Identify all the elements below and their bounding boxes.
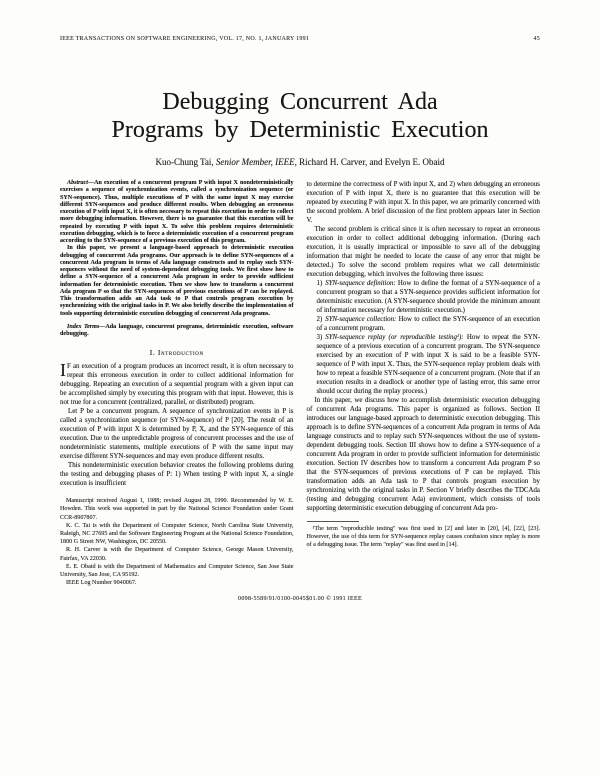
right-paragraph-3: In this paper, we discuss how to accomplish deterministic execution debugging of concurrent Ada programs. This paper is organized as follows. Section II introduces our language-based approach to deterministic execution debugging. This approach is to define SYN-sequences of a concurrent Ada program in terms of Ada language constructs and to replay such SYN-sequences without the use of system-dependent debugging tools. Section III shows how to define a SYN-sequence of a concurrent Ada program in order to provide sufficient information for deterministic execution. Section IV describes how to transform a concurrent Ada program P so that the SYN-sequences of previous executions of P can be replayed. This transformation adds an Ada task to P that controls program execution by synchronizing with the original tasks in P. Section V briefly describes the TDCAda (testing and debugging concurrent Ada) environment, which consists of tools supporting deterministic execution debugging of concurrent Ada pro- <box>306 397 540 512</box>
section-heading-introduction: I. Introduction <box>149 348 204 358</box>
footnote-affiliation-tai: K. C. Tai is with the Department of Computer Science, North Carolina State University, Raleigh, NC 27695 and the Software Engineering Program at the National Science Foundation, 1800 G Street NW, Washington, DC 20550. <box>60 522 294 546</box>
issue-3-lead: SYN-sequence replay (or reproducible testing¹): <box>325 334 464 341</box>
abstract-paragraph-1 <box>60 180 294 245</box>
issue-1-text: How to define the format of a SYN-sequence of a concurrent program so that a SYN-sequence provides sufficient information for deterministic execution. (A SYN-sequence should provide the minimum amount of information necessary for deterministic execution.) <box>316 280 540 314</box>
left-footnote-block <box>60 497 294 587</box>
index-terms-text: Ada language, concurrent programs, deterministic execution, software debugging. <box>60 323 294 337</box>
intro-paragraph-3: This nondeterministic execution behavior creates the following problems during the testing and debugging phases of P: 1) When testing P with input X, a single execution is insufficient <box>60 462 294 488</box>
footnote-reproducible-testing: ¹The term "reproducible testing" was first used in [2] and later in [20], [4], [22], [23]. However, the use of this term for SYN-sequence replay causes confusion since replay is more of a debugging issue. The term "replay" was first used in [14]. <box>306 526 540 549</box>
author-membership: Senior Member, IEEE <box>215 157 295 167</box>
intro-paragraph-2: Let P be a concurrent program. A sequence of synchronization events in P is called a synchronization sequence (or SYN-sequence) of P [20]. The result of an execution of P with input X is determined by P, X, and the SYN-sequence of this execution. Due to the unpredictable progress of concurrent processes and the use of nondeterministic statements, multiple executions of P with the same input may exercise different SYN-sequences and may even produce different results. <box>60 408 294 461</box>
issue-item-1 <box>317 279 541 315</box>
issue-2-number: 2) <box>316 316 323 323</box>
intro-paragraph-1 <box>60 362 294 407</box>
drop-cap: I <box>60 360 66 381</box>
abstract-p1-text: An execution of a concurrent program P with input X nondeterministically exercises a sequence of synchronization events, called a synchronization sequence (or SYN-sequence). Thus, multiple executions of P with the same input X may exercise different SYN-sequences and produce different results. When debugging an erroneous execution of P with input X, it is often necessary to repeat this execution in order to collect more debugging information. However, there is no guarantee that this execution will be repeated by executing P with input X. To solve this problem requires deterministic execution debugging, which is to force a deterministic execution of a concurrent program according to the SYN-sequence of a previous execution of this program. <box>60 180 294 244</box>
author-name-1: Kuo-Chung Tai, <box>155 157 216 167</box>
running-header <box>60 36 540 42</box>
copyright-line: 0098-5589/91/0100-0045$01.00 © 1991 IEEE <box>238 596 362 603</box>
right-footnote-block <box>307 525 541 550</box>
issues-list <box>307 279 541 396</box>
paper-title-line2: Programs by Deterministic Execution <box>111 117 489 143</box>
issue-2-text: How to collect the SYN-sequence of an execution of a concurrent program. <box>316 316 540 332</box>
issue-3-text: How to repeat the SYN-sequence of a previous execution of a concurrent program. The SYN-sequence exercised by an execution of P with input X is said to be a feasible SYN-sequence of P with input X. Thus, the SYN-sequence replay problem deals with how to repeat a feasible SYN-sequence of a concurrent program. (Note that if an execution results in a deadlock or another type of lasting error, this same error should occur during the replay process.) <box>316 334 540 395</box>
issue-1-number: 1) <box>316 280 323 287</box>
issue-item-3 <box>317 333 541 396</box>
author-line <box>60 157 540 167</box>
right-paragraph-2: The second problem is critical since it is often necessary to repeat an erroneous execution in order to collect additional debugging information. (During each execution, it is usually impractical or impossible to save all of the debugging information that might be needed to locate the cause of any error that might be detected.) To solve the second problem requires what we call deterministic execution debugging, which involves the following three issues: <box>306 226 540 278</box>
page-content <box>60 36 540 602</box>
issue-item-2 <box>317 315 541 333</box>
footnote-rule <box>307 521 359 522</box>
author-names-rest: , Richard H. Carver, and Evelyn E. Obaid <box>294 157 445 167</box>
intro-p1-text: F an execution of a program produces an incorrect result, it is often necessary to repeat this erroneous execution in order to collect additional information for debugging. Repeating an execution of a sequential program with a given input can be accomplished simply by executing this program with that input. However, this is not true for a concurrent (centralized, parallel, or distributed) program. <box>60 363 294 407</box>
right-paragraph-1: to determine the correctness of P with input X, and 2) when debugging an erroneous execution of P with input X, there is no guarantee that this execution will be repeated by executing P with input X. In this paper, we are primarily concerned with the second problem. A brief discussion of the first problem appears later in Section V. <box>306 181 540 224</box>
two-column-body <box>60 180 540 587</box>
paper-title-line1: Debugging Concurrent Ada <box>162 89 438 115</box>
footnote-affiliation-obaid: E. E. Obaid is with the Department of Mathematics and Computer Science, San Jose State University, San Jose, CA 95192. <box>60 563 294 579</box>
issue-1-lead: SYN-sequence definition: <box>325 280 396 287</box>
footnote-log-number: IEEE Log Number 9040067. <box>66 580 137 587</box>
footnote-affiliation-carver: R. H. Carver is with the Department of Computer Science, George Mason University, Fairfax, VA 22030. <box>60 547 294 562</box>
footnote-manuscript: Manuscript received August 1, 1988; revised August 28, 1990. Recommended by W. E. Howden. This work was supported in part by the National Science Foundation under Grant CCR-8907807. <box>60 498 294 521</box>
journal-line: IEEE TRANSACTIONS ON SOFTWARE ENGINEERING, VOL. 17, NO. 1, JANUARY 1991 <box>60 36 310 42</box>
issue-2-lead: SYN-sequence collection: <box>325 316 397 323</box>
abstract-label: Abstract— <box>67 180 95 186</box>
index-terms-label: Index Terms— <box>67 323 106 330</box>
abstract-paragraph-2: In this paper, we present a language-based approach to deterministic execution debugging of concurrent Ada programs. Our approach is to define SYN-sequences of a concurrent Ada program in terms of Ada language constructs and to replay such SYN-sequences without the need of system-dependent debugging tools. We first show how to define a SYN-sequence of a concurrent Ada program in order to provide sufficient information for deterministic execution. Then we show how to transform a concurrent Ada program P so that the SYN-sequences of previous executions of P can be replayed. This transformation adds an Ada task to P that controls program execution by synchronizing with the original tasks in P. We also briefly describe the implementation of tools supporting deterministic execution debugging of concurrent Ada programs. <box>60 245 294 317</box>
paper-title <box>60 88 540 144</box>
right-column <box>307 180 541 587</box>
index-terms <box>60 324 294 339</box>
issue-3-number: 3) <box>316 334 323 341</box>
page-number: 45 <box>533 36 540 42</box>
left-column <box>60 180 294 587</box>
